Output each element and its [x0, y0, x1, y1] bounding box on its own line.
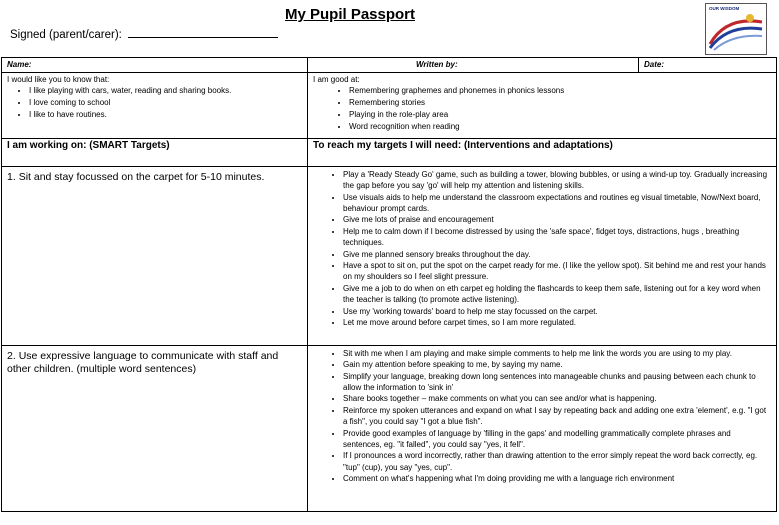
list-item: • Use visuals aids to help me understand the classroom expectations and routines eg visual timetable, Now/Next board, behaviour prompt cards. — [343, 192, 771, 215]
target-number: 1. — [7, 170, 16, 183]
target-needs-cell — [308, 345, 777, 511]
list-item: • Give me lots of praise and encouragement — [343, 214, 771, 225]
info-row — [2, 58, 777, 73]
name-label: Name: — [7, 60, 32, 69]
know-heading: I would like you to know that: — [7, 74, 110, 84]
list-item: • Help me to calm down if I become distressed by using the 'safe space', fidget toys, distractions, hugs , breathing techniques. — [343, 226, 771, 249]
list-item: • Gain my attention before speaking to me, by saying my name. — [343, 359, 771, 370]
target-cell — [2, 345, 308, 511]
working-on-label: I am working on: (SMART Targets) — [7, 139, 170, 151]
needs-list — [313, 348, 771, 485]
list-item: • I love coming to school — [29, 97, 302, 109]
good-at-cell — [308, 72, 777, 138]
list-item: • Share books together – make comments on what you can see and/or what is happening. — [343, 393, 771, 404]
needs-header — [308, 138, 777, 166]
logo-graphic — [706, 4, 766, 54]
list-item: • Let me move around before carpet times, so I am more regulated. — [343, 317, 771, 328]
know-cell — [2, 72, 308, 138]
good-at-heading: I am good at: — [313, 74, 360, 84]
target-description: Use expressive language to communicate with staff and other children. (multiple word sentences) — [7, 349, 279, 375]
logo-text: OUR WISDOM — [709, 6, 740, 11]
targets-header-row — [2, 138, 777, 166]
know-list — [7, 85, 302, 120]
target-description: Sit and stay focussed on the carpet for 5-10 minutes. — [18, 170, 265, 183]
about-row — [2, 72, 777, 138]
needs-label: To reach my targets I will need: (Interventions and adaptations) — [313, 139, 613, 151]
list-item: • Use my 'working towards' board to help me stay focussed on the carpet. — [343, 306, 771, 317]
signature-line — [128, 27, 278, 38]
signed-label: Signed (parent/carer): — [10, 29, 122, 41]
list-item: • Remembering graphemes and phonemes in phonics lessons — [349, 85, 771, 97]
list-item: • Word recognition when reading — [349, 121, 771, 133]
list-item: • Reinforce my spoken utterances and expand on what I say by repeating back and adding one extra 'element', e.g. "I got a fish", you could say "I got a blue fish". — [343, 405, 771, 428]
list-item: • Simplify your language, breaking down long sentences into manageable chunks and pausing between each chunk to allow the information to 'sink in' — [343, 371, 771, 394]
target-number: 2. — [7, 349, 16, 362]
target-row — [2, 345, 777, 511]
list-item: • Have a spot to sit on, put the spot on the carpet ready for me. (I like the yellow spot). Sit behind me and rest your hands on my shoulders so I feel slight pressure. — [343, 260, 771, 283]
needs-list — [313, 169, 771, 329]
page-title: My Pupil Passport — [284, 6, 416, 23]
list-item: • Playing in the role-play area — [349, 109, 771, 121]
list-item: • Sit with me when I am playing and make simple comments to help me link the words you are using to my play. — [343, 348, 771, 359]
target-text — [7, 171, 302, 184]
date-label: Date: — [644, 60, 665, 69]
good-at-list — [313, 85, 771, 132]
list-item: • Give me planned sensory breaks throughout the day. — [343, 249, 771, 260]
target-row — [2, 166, 777, 345]
list-item: • Play a 'Ready Steady Go' game, such as building a tower, blowing bubbles, or using a wind-up toy. Gradually increasing the gap before you say 'go' will help my attention and listening skills. — [343, 169, 771, 192]
written-by-label: Written by: — [416, 60, 458, 69]
target-needs-cell — [308, 166, 777, 345]
target-cell — [2, 166, 308, 345]
list-item: • If I pronounces a word incorrectly, rather than drawing attention to the error simply repeat the word back correctly, eg. "tup" (cup), you say "yes, cup". — [343, 450, 771, 473]
school-logo — [705, 3, 767, 55]
working-on-header — [2, 138, 308, 166]
signature-row — [10, 27, 278, 41]
list-item: • Comment on what's happening what I'm doing providing me with a language rich environment — [343, 473, 771, 484]
list-item: • Remembering stories — [349, 97, 771, 109]
list-item: • I like playing with cars, water, reading and sharing books. — [29, 85, 302, 97]
target-text — [7, 350, 302, 376]
list-item: • Provide good examples of language by 'filling in the gaps' and modelling grammatically complete phrases and sentences, eg. "it falled", you could say "yes, it fell". — [343, 428, 771, 451]
passport-table — [1, 57, 777, 512]
date-cell[interactable] — [639, 58, 777, 73]
name-cell[interactable] — [2, 58, 308, 73]
list-item: • I like to have routines. — [29, 109, 302, 121]
written-by-cell[interactable] — [308, 58, 639, 73]
list-item: • Give me a job to do when on eth carpet eg holding the flashcards to keep them safe, listening out for a key word when the teacher is talking (to promote active listening). — [343, 283, 771, 306]
